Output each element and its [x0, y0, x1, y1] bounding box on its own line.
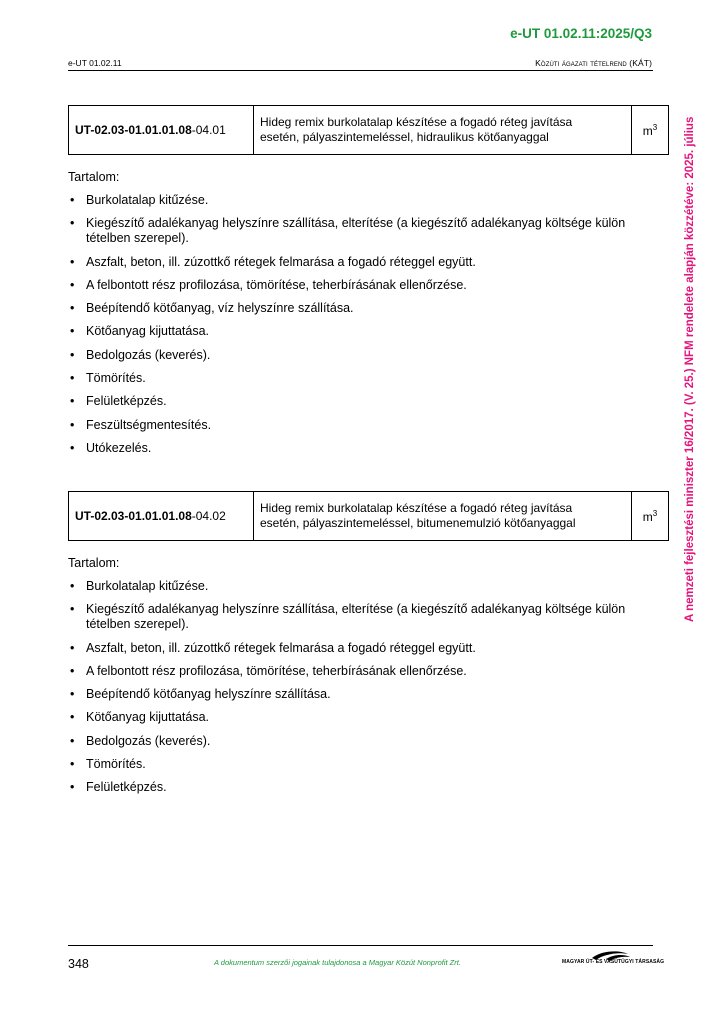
item-description: Hideg remix burkolatalap készítése a fogadó réteg javítása esetén, pályaszintemeléssel, hidraulikus kötőanyaggal — [254, 106, 632, 155]
item-unit: $m^3$ — [632, 492, 669, 541]
list-item: • A felbontott rész profilozása, tömörítése, teherbírásának ellenőrzése. — [68, 664, 653, 679]
copyright-notice: A dokumentum szerzői jogainak tulajdonosa a Magyar Közút Nonprofit Zrt. — [214, 958, 461, 967]
content-label: Tartalom: — [68, 170, 120, 184]
item-unit: $m^3$ — [632, 106, 669, 155]
list-item: • Tömörítés. — [68, 757, 653, 772]
list-item: • A felbontott rész profilozása, tömörítése, teherbírásának ellenőrzése. — [68, 278, 653, 293]
content-label: Tartalom: — [68, 556, 120, 570]
list-item: • Kötőanyag kijuttatása. — [68, 324, 653, 339]
header-right: Közúti ágazati tételrend (KÁT) — [535, 58, 652, 68]
content-list — [68, 579, 653, 804]
item-description: Hideg remix burkolatalap készítése a fogadó réteg javítása esetén, pályaszintemeléssel, bitumenemulzió kötőanyaggal — [254, 492, 632, 541]
list-item: • Kötőanyag kijuttatása. — [68, 710, 653, 725]
list-item: • Beépítendő kötőanyag, víz helyszínre szállítása. — [68, 301, 653, 316]
company-logo-text: MAGYAR ÚT- ÉS VASÚTÜGYI TÁRSASÁG — [562, 959, 665, 965]
list-item: • Burkolatalap kitűzése. — [68, 579, 653, 594]
footer-rule — [68, 945, 653, 946]
header-left: e-UT 01.02.11 — [68, 58, 122, 68]
list-item: • Burkolatalap kitűzése. — [68, 193, 653, 208]
header-rule — [68, 70, 653, 71]
list-item: • Bedolgozás (keverés). — [68, 734, 653, 749]
item-code: UT-02.03-01.01.01.08-04.01 — [69, 106, 254, 155]
list-item: • Utókezelés. — [68, 441, 653, 456]
list-item: • Tömörítés. — [68, 371, 653, 386]
list-item: • Beépítendő kötőanyag helyszínre szállítása. — [68, 687, 653, 702]
document-code: e-UT 01.02.11:2025/Q3 — [510, 26, 652, 41]
item-table — [68, 105, 669, 155]
list-item: • Bedolgozás (keverés). — [68, 348, 653, 363]
list-item: • Felületképzés. — [68, 394, 653, 409]
list-item: • Kiegészítő adalékanyag helyszínre szállítása, elterítése (a kiegészítő adalékanyag költsége külön tételben szerepel). — [68, 216, 653, 246]
list-item: • Aszfalt, beton, ill. zúzottkő rétegek felmarása a fogadó réteggel együtt. — [68, 255, 653, 270]
item-code: UT-02.03-01.01.01.08-04.02 — [69, 492, 254, 541]
list-item: • Feszültségmentesítés. — [68, 418, 653, 433]
page-number: 348 — [68, 957, 89, 971]
list-item: • Kiegészítő adalékanyag helyszínre szállítása, elterítése (a kiegészítő adalékanyag költsége külön tételben szerepel). — [68, 602, 653, 632]
list-item: • Felületképzés. — [68, 780, 653, 795]
list-item: • Aszfalt, beton, ill. zúzottkő rétegek felmarása a fogadó réteggel együtt. — [68, 641, 653, 656]
item-table — [68, 491, 669, 541]
content-list — [68, 193, 653, 464]
